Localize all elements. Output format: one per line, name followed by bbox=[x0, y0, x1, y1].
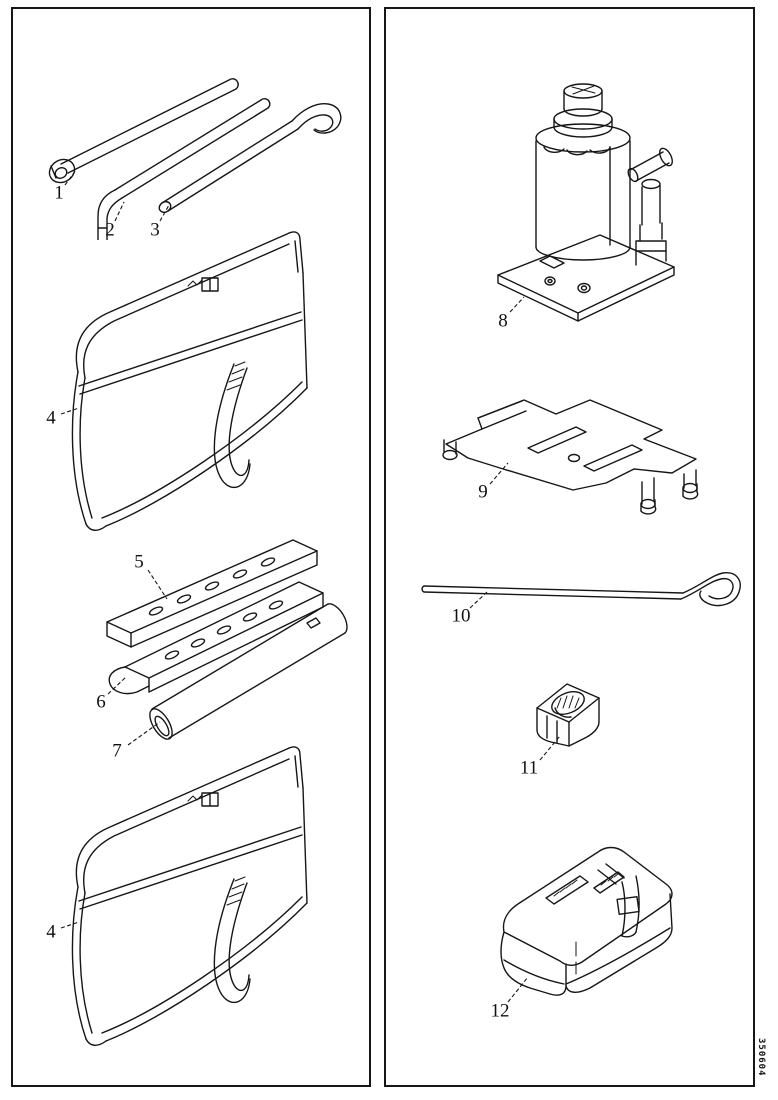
bottle-jack-drawing bbox=[498, 84, 675, 321]
retainer-block-drawing bbox=[537, 684, 599, 746]
callout-label-4b: 4 bbox=[46, 921, 56, 943]
callout-label-9: 9 bbox=[478, 481, 488, 503]
callout-label-8: 8 bbox=[498, 310, 508, 332]
drawing-number: 350604 bbox=[756, 1038, 766, 1077]
illustration-retainer-block bbox=[527, 674, 615, 762]
bag-buckle bbox=[188, 793, 218, 806]
tool-case-drawing bbox=[501, 848, 672, 996]
bracket-middle-leg bbox=[641, 478, 656, 514]
lever-bar-drawing bbox=[98, 99, 270, 240]
illustration-bottle-jack bbox=[488, 75, 683, 325]
handle-rod-drawing bbox=[422, 573, 740, 606]
illustration-tool-bag-upper bbox=[62, 224, 317, 539]
callout-label-12: 12 bbox=[490, 1000, 510, 1022]
callout-label-7: 7 bbox=[112, 740, 122, 762]
callout-label-1: 1 bbox=[54, 182, 64, 204]
illustration-tool-bag-lower bbox=[62, 739, 317, 1054]
tool-bag-drawing bbox=[72, 747, 307, 1045]
tool-bag-drawing bbox=[72, 232, 307, 530]
callout-label-2: 2 bbox=[105, 219, 115, 241]
callout-label-3: 3 bbox=[150, 219, 160, 241]
illustration-wrench-tools bbox=[40, 70, 345, 240]
case-strap bbox=[598, 864, 639, 937]
callout-label-5: 5 bbox=[134, 551, 144, 573]
illustration-jack-bracket bbox=[436, 392, 711, 527]
chock-rail-lower-drawing bbox=[109, 582, 323, 694]
bag-buckle bbox=[188, 278, 218, 291]
bag-strap-loop bbox=[214, 877, 250, 1002]
jack-pump-assembly bbox=[626, 146, 675, 265]
callout-label-10: 10 bbox=[451, 605, 471, 627]
socket-tube-drawing bbox=[145, 604, 347, 743]
wheel-nut-wrench-drawing bbox=[45, 79, 238, 187]
bracket-right-leg bbox=[683, 470, 698, 499]
callout-label-6: 6 bbox=[96, 691, 106, 713]
callout-label-11: 11 bbox=[519, 757, 539, 779]
illustration-tool-case bbox=[494, 836, 684, 1008]
jack-base bbox=[498, 235, 674, 321]
callout-label-4a: 4 bbox=[46, 407, 56, 429]
bag-strap-loop bbox=[214, 362, 250, 487]
case-embossed-label bbox=[546, 872, 624, 904]
